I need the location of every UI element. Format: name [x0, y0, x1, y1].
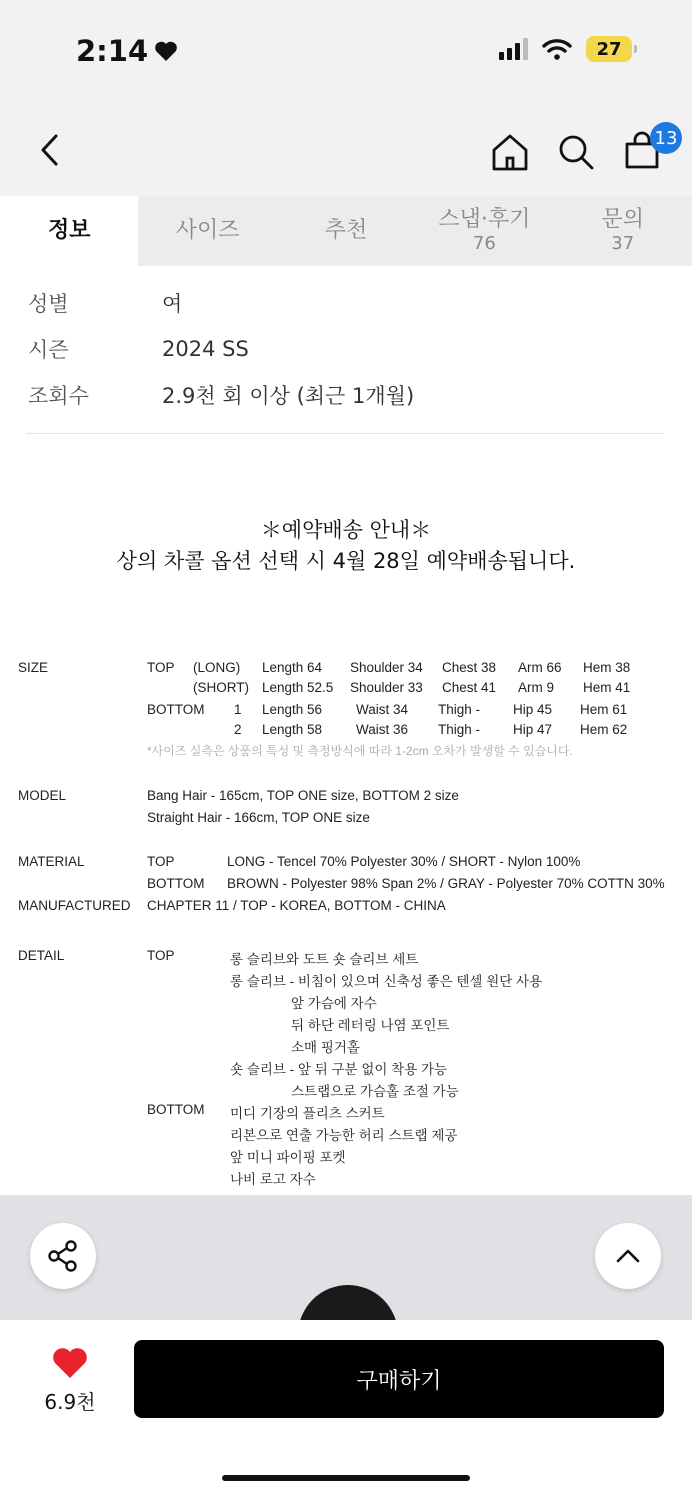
home-indicator	[222, 1475, 470, 1481]
battery-icon	[586, 36, 632, 62]
spec-cell: Length 52.5	[262, 680, 334, 695]
spec-cell: Length 64	[262, 660, 323, 675]
like-count: 6.9천	[44, 1390, 96, 1414]
spec-cell: Hip 45	[513, 702, 553, 717]
material-bottom: BROWN - Polyester 98% Span 2% / GRAY - Polyester 70% COTTN 30%	[227, 876, 665, 891]
spec-cell: Waist 36	[356, 722, 409, 737]
like-button[interactable]	[40, 1346, 100, 1415]
tab-label: 문의	[601, 207, 645, 232]
section-divider	[26, 433, 664, 434]
detail-line: 롱 슬리브 - 비침이 있으며 신축성 좋은 텐셀 원단 사용	[230, 974, 543, 989]
spec-cell: Shoulder 33	[350, 680, 423, 695]
top-nav-bar	[0, 100, 692, 196]
spec-cell: Hem 62	[580, 722, 628, 737]
spec-cell: Thigh -	[438, 702, 481, 717]
battery-level: 27	[596, 38, 622, 60]
status-bar	[0, 0, 692, 100]
heart-icon	[51, 1346, 89, 1380]
product-tabs	[0, 196, 692, 266]
notice-body: 상의 차콜 옵션 선택 시 4월 28일 예약배송됩니다.	[116, 549, 576, 573]
info-key: 조회수	[28, 384, 89, 408]
info-value: 2.9천 회 이상 (최근 1개월)	[162, 384, 415, 408]
status-icons	[499, 36, 632, 62]
info-key: 시즌	[28, 338, 69, 362]
info-value: 여	[162, 292, 183, 316]
notice-title: ＊예약배송 안내＊	[260, 518, 432, 542]
spec-cell: Hem 38	[583, 660, 631, 675]
spec-cell: Thigh -	[438, 722, 481, 737]
spec-cell: Chest 41	[442, 680, 497, 695]
time-text: 2:14	[76, 34, 149, 68]
product-photo	[0, 1195, 692, 1320]
model-label: MODEL	[18, 788, 67, 803]
chevron-up-icon	[613, 1241, 643, 1271]
info-row-views	[28, 372, 664, 418]
cart-count-badge: 13	[650, 122, 682, 154]
spec-cell: Shoulder 34	[350, 660, 423, 675]
detail-line: 미디 기장의 플리츠 스커트	[230, 1106, 385, 1121]
material-top: LONG - Tencel 70% Polyester 30% / SHORT - Nylon 100%	[227, 854, 581, 869]
tab-label: 정보	[47, 217, 91, 243]
back-icon[interactable]	[34, 130, 68, 170]
nav-actions	[490, 127, 678, 174]
spec-cell: Hem 61	[580, 702, 628, 717]
material-bottom-label: BOTTOM	[147, 876, 205, 891]
spec-cell: Arm 9	[518, 680, 555, 695]
size-bottom-1: 1	[234, 702, 242, 717]
size-long-label: (LONG)	[193, 660, 241, 675]
material-label: MATERIAL	[18, 854, 85, 869]
tab-snap-review[interactable]	[415, 196, 553, 266]
detail-line: 스트랩으로 가슴홀 조절 가능	[291, 1084, 459, 1099]
search-icon[interactable]	[556, 132, 596, 172]
spec-cell: Hem 41	[583, 680, 631, 695]
cart-button[interactable]	[622, 127, 678, 174]
status-time	[76, 34, 178, 68]
size-bottom-label: BOTTOM	[147, 702, 205, 717]
manufactured-value: CHAPTER 11 / TOP - KOREA, BOTTOM - CHINA	[147, 898, 446, 913]
detail-line: 나비 로고 자수	[230, 1172, 316, 1187]
wifi-icon	[542, 38, 572, 60]
info-row-gender	[28, 280, 664, 326]
spec-cell: Length 56	[262, 702, 323, 717]
tab-info[interactable]	[0, 196, 138, 266]
size-bottom-2: 2	[234, 722, 242, 737]
model-photo-head	[298, 1285, 398, 1320]
preorder-notice	[0, 515, 692, 577]
info-row-season	[28, 326, 664, 372]
detail-bottom-label: BOTTOM	[147, 1102, 205, 1117]
purchase-bar	[0, 1320, 692, 1500]
tab-label: 추천	[324, 217, 368, 243]
detail-line: 롱 슬리브와 도트 숏 슬리브 세트	[230, 952, 419, 967]
cellular-signal-icon	[499, 38, 528, 60]
size-short-label: (SHORT)	[193, 680, 249, 695]
detail-top-label: TOP	[147, 948, 175, 963]
detail-line: 앞 가슴에 자수	[291, 996, 377, 1011]
info-key: 성별	[28, 292, 69, 316]
tab-size[interactable]	[138, 196, 276, 266]
tab-inquiry[interactable]	[554, 196, 692, 266]
detail-line: 리본으로 연출 가능한 허리 스트랩 제공	[230, 1128, 458, 1143]
tab-count: 76	[472, 233, 496, 255]
detail-line: 소매 핑거홀	[291, 1040, 360, 1055]
heart-status-icon	[154, 40, 178, 62]
tab-label: 스냅·후기	[438, 207, 531, 232]
spec-cell: Waist 34	[356, 702, 409, 717]
manufactured-label: MANUFACTURED	[18, 898, 131, 913]
product-info-table	[28, 280, 664, 418]
share-button[interactable]	[30, 1223, 96, 1289]
size-note: *사이즈 실측은 상품의 특성 및 측정방식에 따라 1-2cm 오차가 발생할 수 있습니다.	[147, 744, 573, 758]
spec-cell: Hip 47	[513, 722, 553, 737]
tab-label: 사이즈	[175, 217, 240, 243]
spec-cell: Arm 66	[518, 660, 562, 675]
size-top-label: TOP	[147, 660, 175, 675]
scroll-top-button[interactable]	[595, 1223, 661, 1289]
model-line: Bang Hair - 165cm, TOP ONE size, BOTTOM 2 size	[147, 788, 459, 803]
tab-recommend[interactable]	[277, 196, 415, 266]
size-label: SIZE	[18, 660, 49, 675]
detail-label: DETAIL	[18, 948, 65, 963]
detail-line: 숏 슬리브 - 앞 뒤 구분 없이 착용 가능	[230, 1062, 448, 1077]
spec-cell: Length 58	[262, 722, 323, 737]
model-line: Straight Hair - 166cm, TOP ONE size	[147, 810, 370, 825]
spec-cell: Chest 38	[442, 660, 497, 675]
material-top-label: TOP	[147, 854, 175, 869]
detail-line: 앞 미니 파이핑 포켓	[230, 1150, 346, 1165]
info-value: 2024 SS	[162, 337, 249, 361]
detail-line: 뒤 하단 레터링 나염 포인트	[291, 1018, 450, 1033]
share-icon	[46, 1239, 80, 1273]
home-icon[interactable]	[490, 132, 530, 172]
tab-count: 37	[611, 233, 635, 255]
buy-button[interactable]: 구매하기	[134, 1340, 664, 1418]
